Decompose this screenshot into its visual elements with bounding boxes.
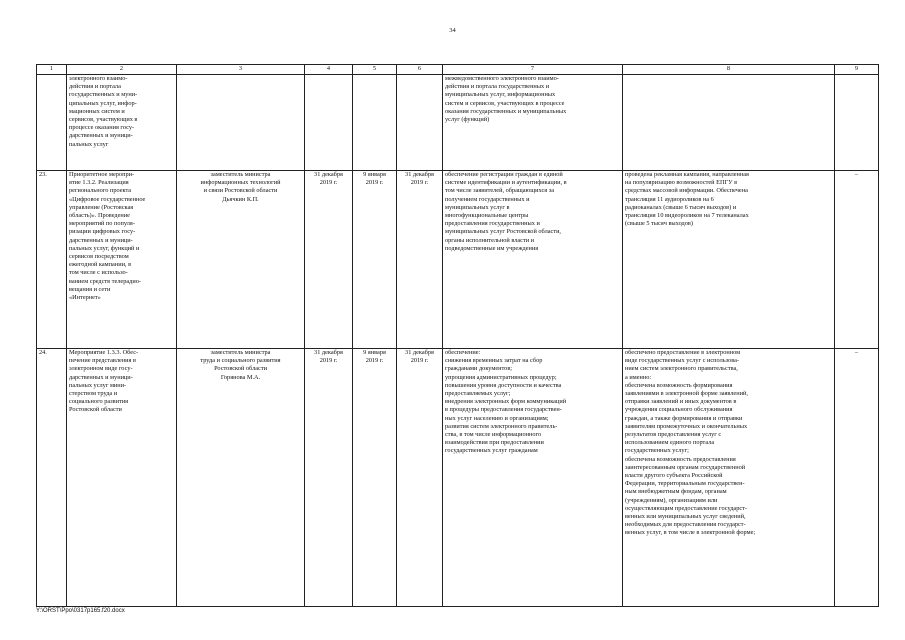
column-header: 5 [353, 65, 397, 75]
column-header: 7 [443, 65, 623, 75]
start-date [305, 75, 353, 171]
page-number: 34 [449, 27, 456, 34]
row-number [37, 75, 67, 171]
column-header: 1 [37, 65, 67, 75]
column-header: 9 [835, 65, 879, 75]
start-date: 31 декабря 2019 г. [305, 349, 353, 607]
row-number: 23. [37, 171, 67, 349]
table-row [37, 171, 879, 349]
end-date-fact: 31 декабря 2019 г. [397, 171, 443, 349]
planned-result: обеспечение регистрации граждан в единой системе идентификации и аутентификации, в том числе заявителей, обращающихся за получением государственных и муниципальных услуг в многофункциональные центры предоставления государственных и муниципальных услуг Ростовской области, органы исполнительной власти и подведомственные им учреждения [443, 171, 623, 349]
responsible-person: заместитель министра информационных технологий и связи Ростовской области Дьячкин К.П. [177, 171, 305, 349]
column-header: 4 [305, 65, 353, 75]
table-row [37, 349, 879, 607]
column-header: 8 [623, 65, 835, 75]
column-header: 6 [397, 65, 443, 75]
responsible-person: заместитель министра труда и социального развития Ростовской области Горянова М.А. [177, 349, 305, 607]
measure-name: электронного взаимо- действия и портала государственных и муни- ципальных услуг, инфор- мационных систем и сервисов, участвующих в процессе оказания госу- дарственных и муници- пальных услуг [67, 75, 177, 171]
measure-name: Приоритетное меропри- ятие 1.3.2. Реализация регионального проекта «Цифровое государственное управление (Ростовская область)». Проведение мероприятий по популя- ризации цифровых госу- дарственных и муници- пальных услуг, функций и сервисов посредством ежегодной кампании, в том числе с использо- ванием средств телерадио- вещания и сети «Интернет» [67, 171, 177, 349]
end-date-fact [397, 75, 443, 171]
responsible-person [177, 75, 305, 171]
table-row [37, 75, 879, 171]
actual-result [623, 75, 835, 171]
row-number: 24. [37, 349, 67, 607]
measure-name: Мероприятие 1.3.3. Обес- печение представления в электронном виде госу- дарственных и муници- пальных услуг мини- стерством труда и социального развития Ростовской области [67, 349, 177, 607]
column-header: 2 [67, 65, 177, 75]
problems: – [835, 171, 879, 349]
actual-result: проведена рекламная кампания, направленная на популяризацию возможностей ЕПГУ в средствах массовой информации. Обеспечена трансляция 11 аудиороликов на 6 радиоканалах (свыше 6 тысяч выходов) и трансляция 10 видеороликов на 7 телеканалах (свыше 5 тысяч выходов) [623, 171, 835, 349]
table-header-row [37, 65, 879, 75]
end-date-plan: 9 января 2019 г. [353, 171, 397, 349]
report-table [36, 64, 879, 607]
problems [835, 75, 879, 171]
column-header: 3 [177, 65, 305, 75]
planned-result: обеспечение: снижения временных затрат на сбор гражданами документов; упрощения административных процедур; повышения уровня доступности и качества предоставляемых услуг; внедрения электронных форм коммуникаций в процедуры предоставления государствен- ных услуг населению и организациям; развития систем электронного правитель- ства, в том числе информационного взаимодействия при предоставлении государственных услуг гражданам [443, 349, 623, 607]
end-date-plan [353, 75, 397, 171]
actual-result: обеспечено предоставление в электронном виде государственных услуг с использова- нием систем электронного правительства, а именно: обеспечена возможность формирования заявлениями в электронной форме заявлений, отправки заявлений и иных документов в учреждения социального обслуживания граждан, а также формирования и отправки заявителям промежуточных и окончательных результатов предоставления услуг с использованием единого портала государственных услуг; обеспечена возможность предоставления заинтересованным органам государственной власти другого субъекта Российской Федерации, территориальным государствен- ным внебюджетным фондам, органам (учреждениям), организациям или осуществляющим предоставление государст- венных или муниципальных услуг сведений, необходимых для предоставления государст- венных услуг, в том числе в электронной форме; [623, 349, 835, 607]
end-date-plan: 9 января 2019 г. [353, 349, 397, 607]
start-date: 31 декабря 2019 г. [305, 171, 353, 349]
problems: – [835, 349, 879, 607]
end-date-fact: 31 декабря 2019 г. [397, 349, 443, 607]
footer-file-path: Y:\ORST\Ppo\0317p165.f20.docx [36, 608, 125, 614]
planned-result: межведомственного электронного взаимо- действия и портала государственных и муниципальных услуг, информационных систем и сервисов, участвующих в процессе оказания государственных и муниципальных услуг (функций) [443, 75, 623, 171]
